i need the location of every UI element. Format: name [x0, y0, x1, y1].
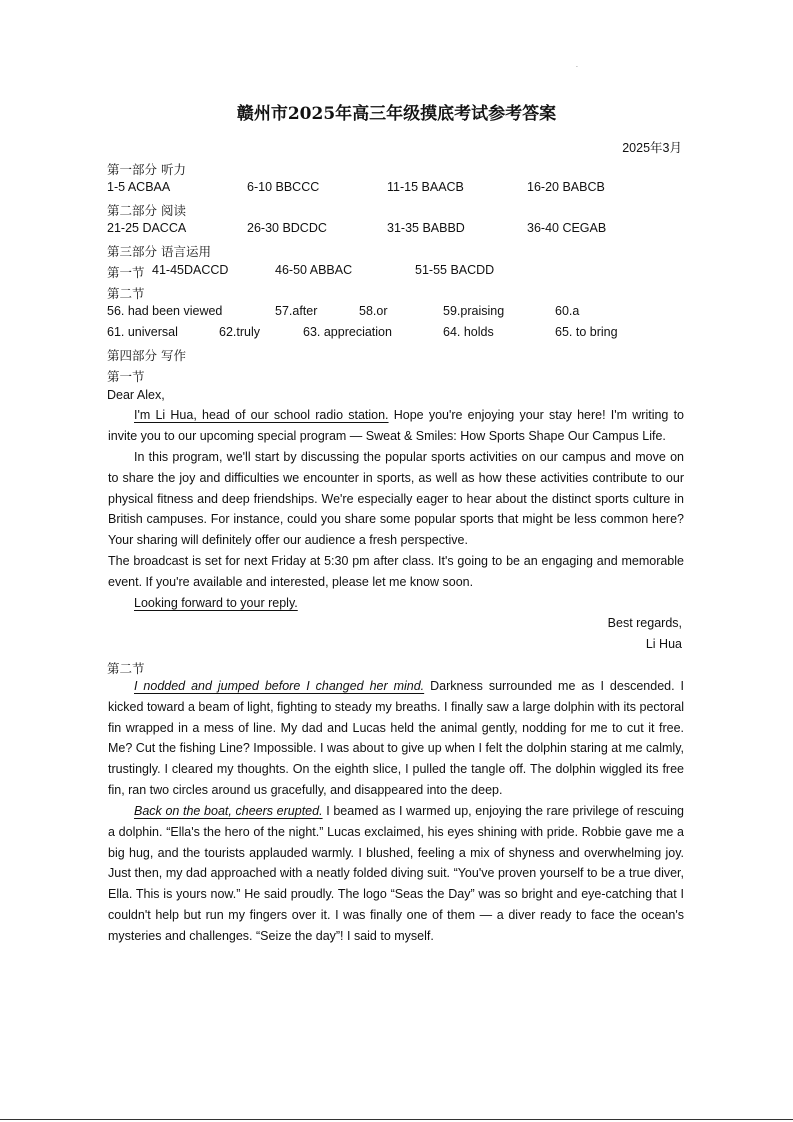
answer-group: 11-15 BAACB — [387, 180, 464, 194]
part4-heading: 第四部分 写作 — [107, 348, 186, 363]
letter-paragraph — [108, 551, 684, 593]
answer-group: 21-25 DACCA — [107, 221, 187, 235]
answer-group: 31-35 BABBD — [387, 221, 465, 235]
paragraph-text: In this program, we'll start by discussing the popular sports activities on our campus and move on to share the joy and difficulties we encounter in sports, as well as how these activities contribute to our physical fitness and deep friendships. We're especially eager to hear about the distinct sports culture in British campuses. For instance, could you share some popular sports that might be less common here? Your sharing will definitely offer our audience a fresh perspective. — [108, 450, 684, 548]
given-opening-sentence: Back on the boat, cheers erupted. — [134, 804, 323, 818]
given-opening-sentence: I nodded and jumped before I changed her mind. — [134, 679, 425, 693]
page-bottom-border — [0, 1119, 793, 1120]
letter-paragraph — [108, 405, 684, 447]
answer-item: 62.truly — [219, 325, 260, 339]
underlined-sentence: Looking forward to your reply. — [134, 596, 298, 610]
answer-group: 51-55 BACDD — [415, 263, 495, 277]
letter-closing: Best regards, — [607, 616, 682, 630]
page-title: 赣州市2025年高三年级摸底考试参考答案 — [236, 104, 557, 124]
letter-greeting: Dear Alex, — [107, 388, 165, 402]
answer-group: 46-50 ABBAC — [275, 263, 353, 277]
decorative-dot: · — [576, 64, 578, 71]
answer-group: 26-30 BDCDC — [247, 221, 327, 235]
answer-group: 6-10 BBCCC — [247, 180, 320, 194]
answer-item: 59.praising — [443, 304, 505, 318]
section-label: 第二节 — [107, 661, 145, 676]
section-label: 第一节 — [107, 265, 145, 280]
answer-item: 64. holds — [443, 325, 494, 339]
answer-item: 57.after — [275, 304, 318, 318]
letter-paragraph — [108, 593, 684, 614]
paragraph-text: I beamed as I warmed up, enjoying the rare privilege of rescuing a dolphin. “Ella's the hero of the night.” Lucas exclaimed, his eyes shining with pride. Robbie gave me a big hug, and the tourists applauded warmly. I blushed, feeling a mix of shyness and overwhelming joy. Just then, my dad approached with a neatly folded diving suit. “You've proven yourself to be a true diver, Ella. This is yours now.” He said proudly. The logo “Seas the Day” was so bright and eye-catching that I couldn't help but run my fingers over it. I was finally one of them — a diver ready to face the ocean's mysteries and challenges. “Seize the day”! I said to myself. — [108, 804, 684, 943]
underlined-sentence: I'm Li Hua, head of our school radio station. — [134, 408, 389, 422]
part2-heading: 第二部分 阅读 — [107, 203, 186, 218]
section-label: 第一节 — [107, 369, 145, 384]
exam-date: 2025年3月 — [622, 141, 682, 155]
answer-item: 56. had been viewed — [107, 304, 223, 318]
paragraph-text: The broadcast is set for next Friday at 5:30 pm after class. It's going to be an engaging and memorable event. If you're available and interested, please let me know soon. — [108, 554, 684, 589]
story-paragraph — [108, 801, 684, 947]
paragraph-text: Hope you're enjoying your stay here! I'm writing to invite you to our upcoming special program — Sweat & Smiles: How Sports Shape Our Campus Life. — [108, 408, 684, 443]
answer-item: 65. to bring — [555, 325, 618, 339]
answer-item: 61. universal — [107, 325, 178, 339]
letter-paragraph — [108, 447, 684, 551]
part3-heading: 第三部分 语言运用 — [107, 244, 211, 259]
part1-heading: 第一部分 听力 — [107, 162, 186, 177]
answer-group: 16-20 BABCB — [527, 180, 605, 194]
answer-group: 36-40 CEGAB — [527, 221, 607, 235]
answer-item: 60.a — [555, 304, 580, 318]
answer-item: 63. appreciation — [303, 325, 392, 339]
answer-group: 41-45DACCD — [152, 263, 229, 277]
paragraph-text: Darkness surrounded me as I descended. I kicked toward a beam of light, fighting to steady my breaths. I finally saw a large dolphin with its pectoral fin wrapped in a mess of line. My dad and Lucas held the animal gently, nodding for me to cut it free. Me? Cut the fishing Line? Impossible. I was about to give up when I felt the dolphin staring at me calmly, trustingly. I cleared my thoughts. On the eighth slice, I pulled the tangle off. The dolphin wiggled its free fin, ran two circles around us gracefully, and disappeared into the deep. — [108, 679, 684, 797]
story-paragraph — [108, 676, 684, 801]
section-label: 第二节 — [107, 286, 145, 301]
answer-group: 1-5 ACBAA — [107, 180, 171, 194]
answer-item: 58.or — [359, 304, 388, 318]
letter-signature: Li Hua — [645, 637, 682, 651]
